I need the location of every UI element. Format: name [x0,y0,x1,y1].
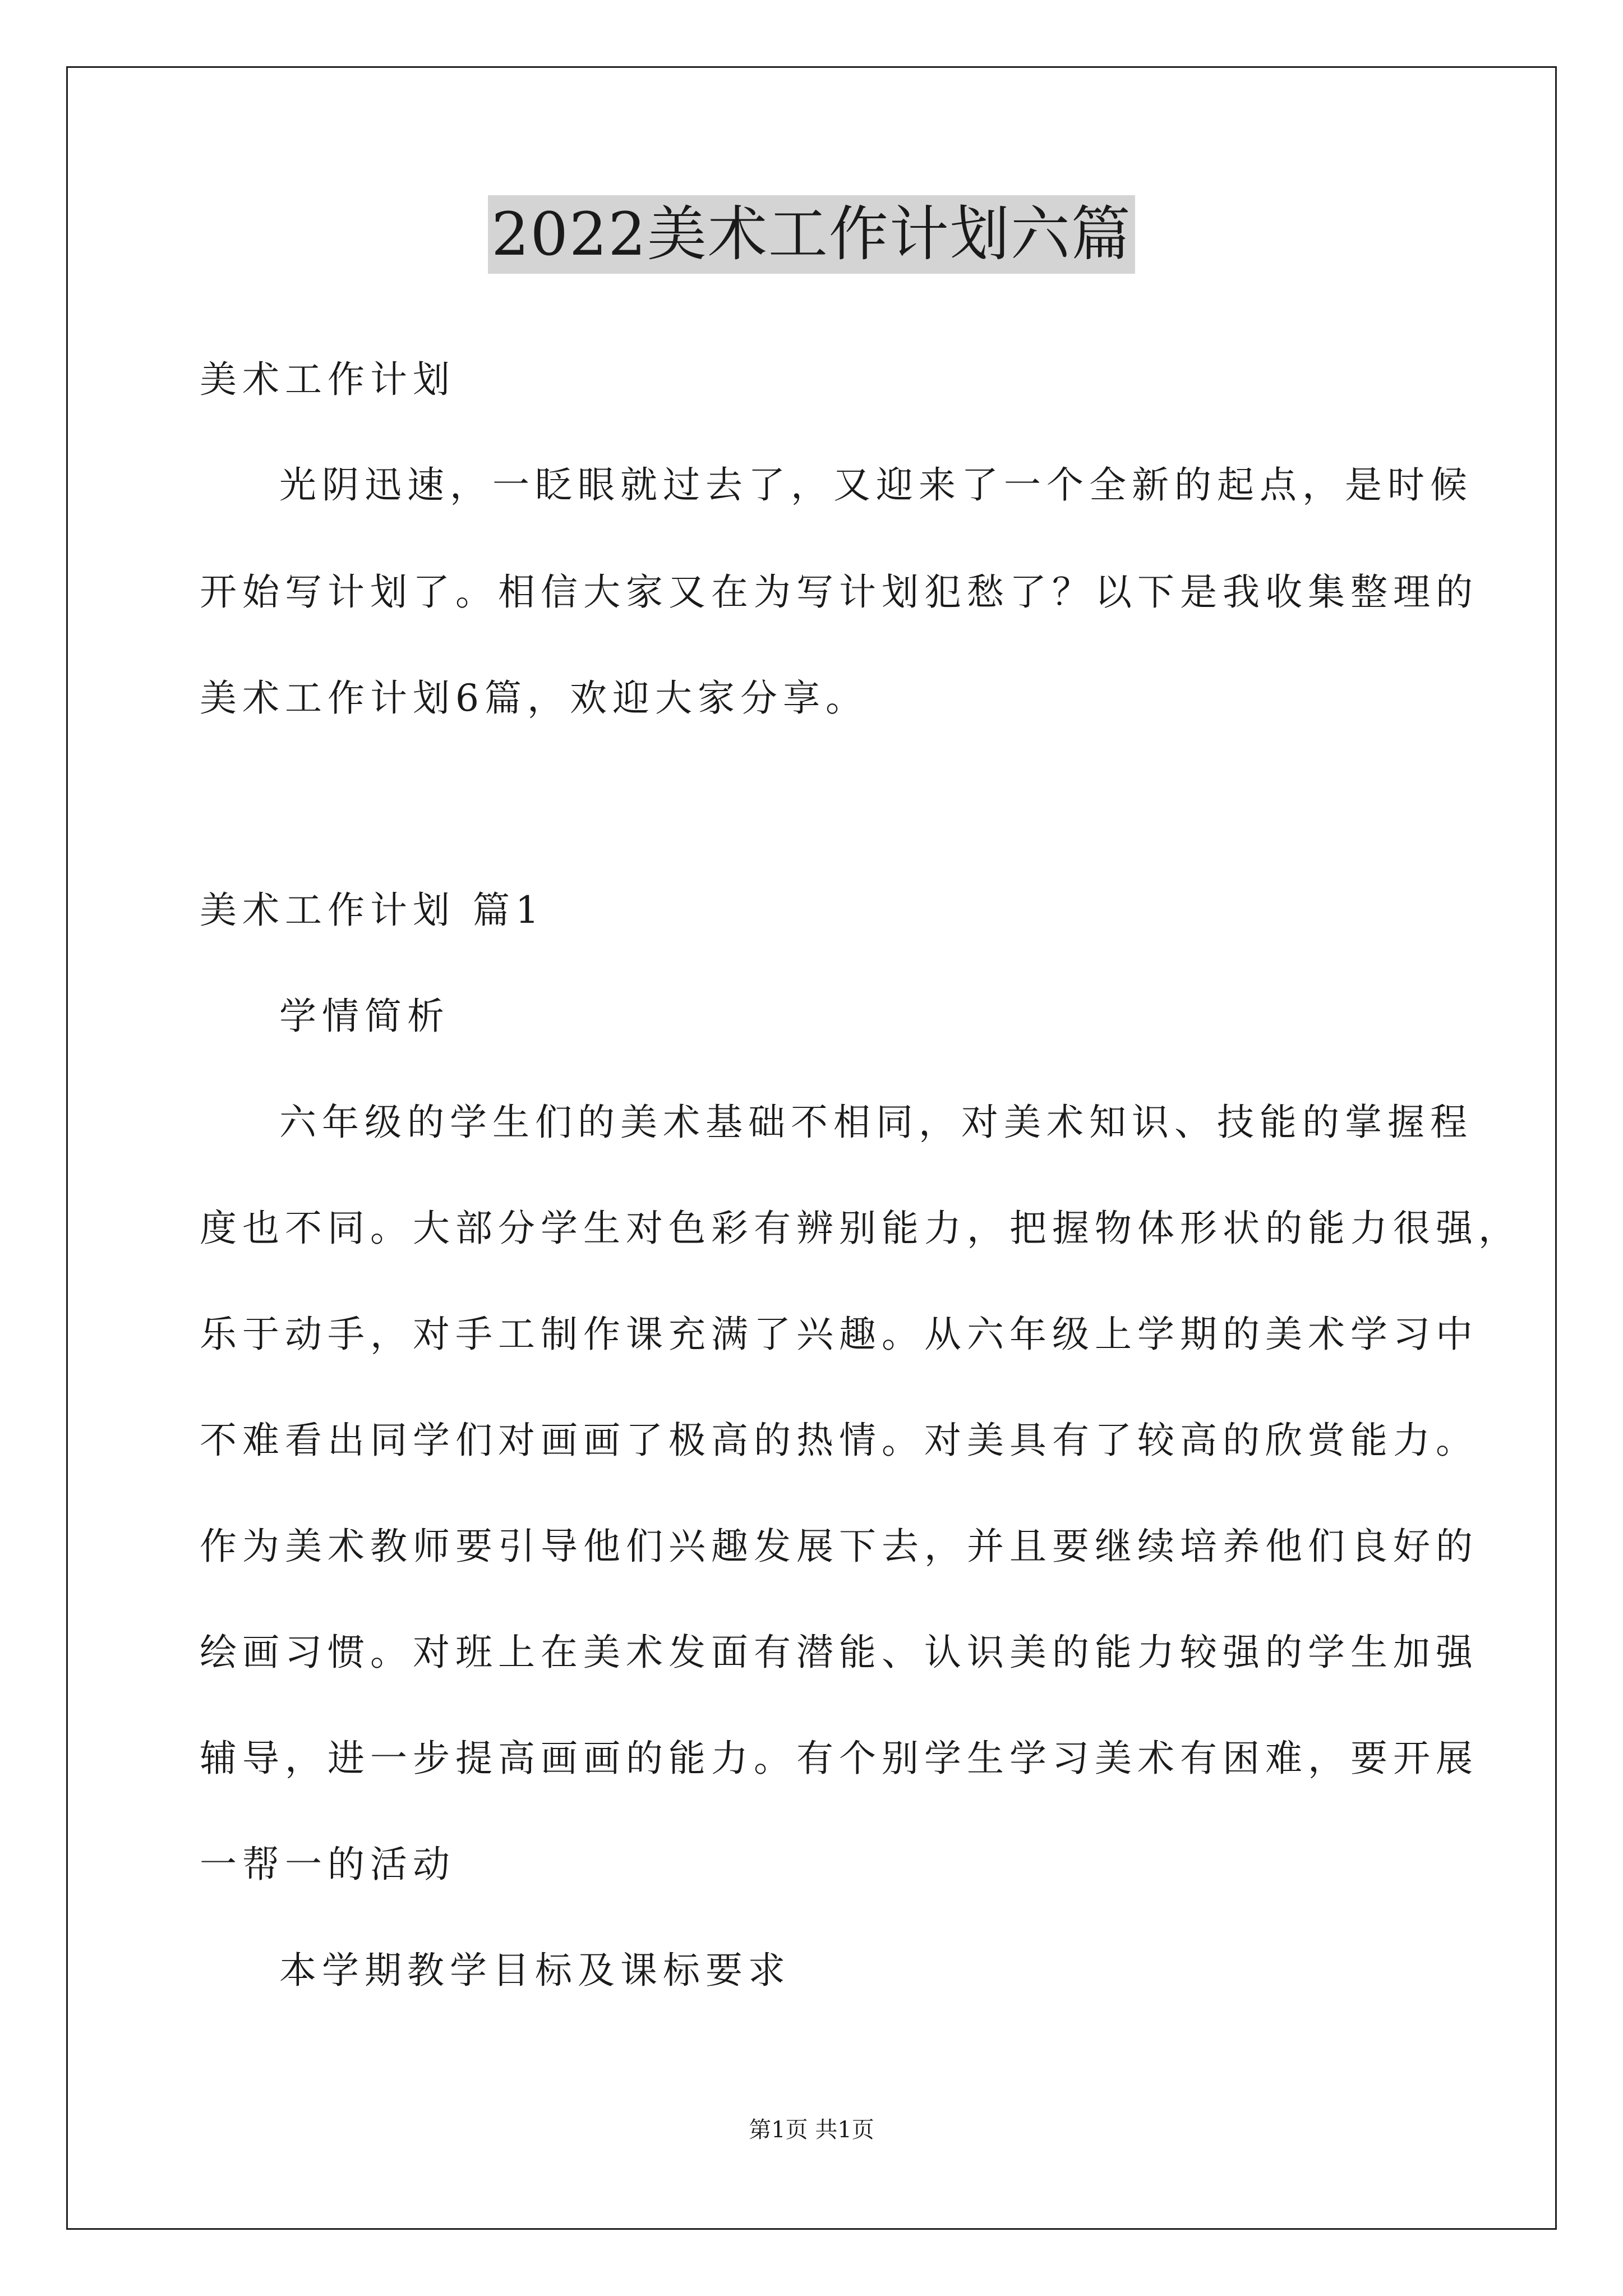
body-line: 六年级的学生们的美术基础不相同，对美术知识、技能的掌握程 [279,1101,1473,1144]
body-line: 不难看出同学们对画画了极高的热情。对美具有了较高的欣赏能力。 [200,1419,1478,1462]
intro-line: 开始写计划了。相信大家又在为写计划犯愁了？以下是我收集整理的 [200,570,1478,614]
intro-line: 美术工作计划6篇，欢迎大家分享。 [200,677,868,720]
body-line: 度也不同。大部分学生对色彩有辨别能力，把握物体形状的能力很强， [200,1207,1521,1250]
body-line: 一帮一的活动 [200,1843,455,1886]
page-footer: 第1页 共1页 [749,2117,874,2143]
body-line: 乐于动手，对手工制作课充满了兴趣。从六年级上学期的美术学习中 [200,1313,1478,1356]
section1-heading: 美术工作计划 篇1 [200,889,545,932]
title-container [0,195,1623,274]
document-title: 2022美术工作计划六篇 [488,195,1135,274]
intro-heading: 美术工作计划 [200,358,455,401]
section1-subheading-2: 本学期教学目标及课标要求 [279,1949,791,1992]
section1-subheading: 学情简析 [279,995,450,1038]
body-line: 绘画习惯。对班上在美术发面有潜能、认识美的能力较强的学生加强 [200,1631,1478,1674]
body-line: 辅导，进一步提高画画的能力。有个别学生学习美术有困难，要开展 [200,1737,1478,1780]
body-line: 作为美术教师要引导他们兴趣发展下去，并且要继续培养他们良好的 [200,1525,1478,1568]
intro-line: 光阴迅速，一眨眼就过去了，又迎来了一个全新的起点，是时候 [279,463,1473,507]
